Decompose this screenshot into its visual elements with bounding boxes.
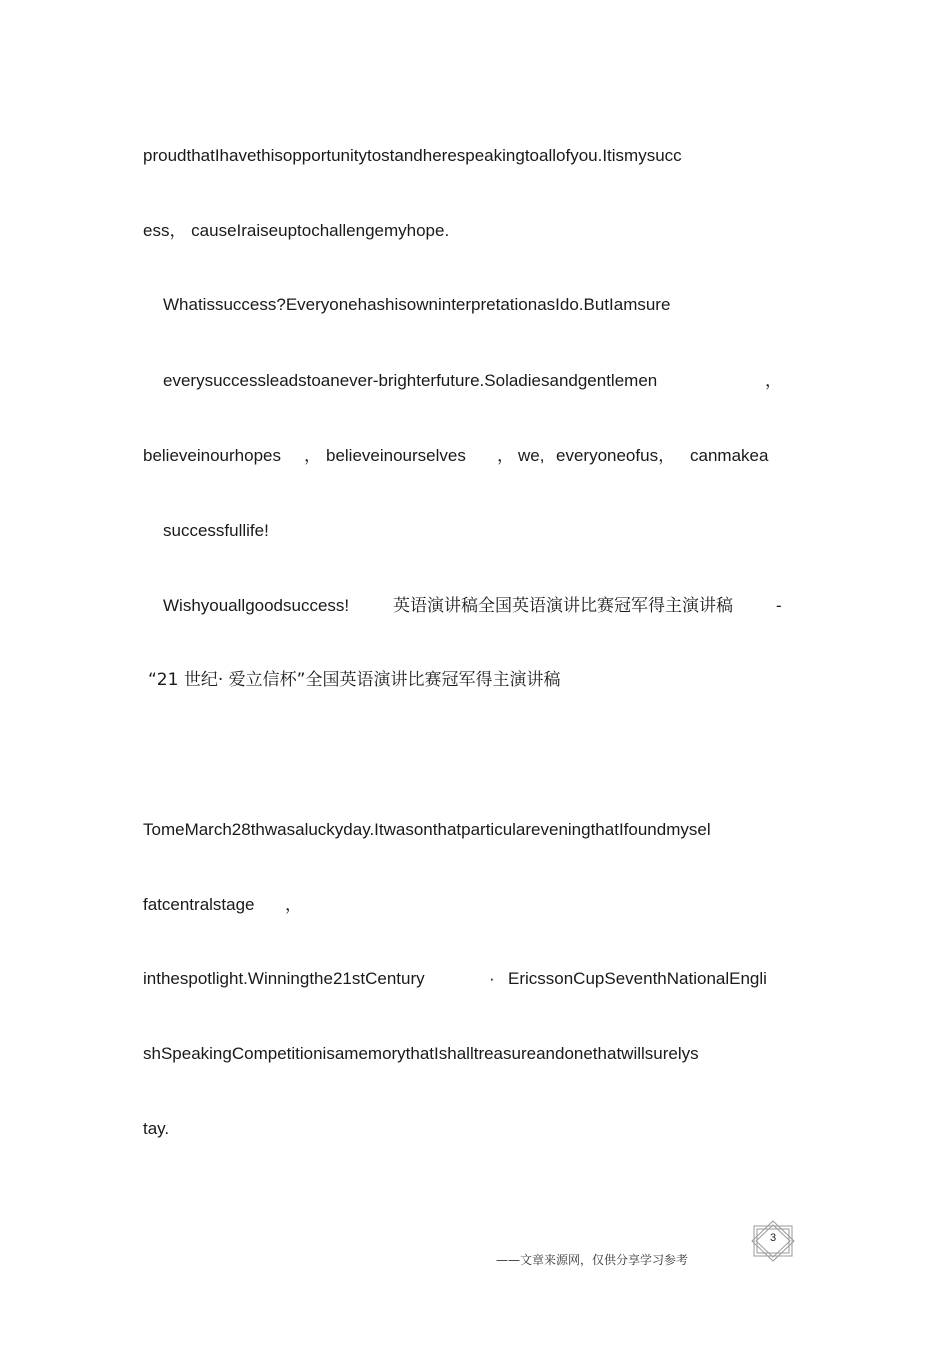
punctuation-comma: ， xyxy=(304,446,321,465)
text-segment: EricssonCupSeventhNationalEngli xyxy=(508,969,767,988)
text-segment: inthespotlight.Winningthe21stCentury xyxy=(143,969,425,988)
paragraph-line-9: TomeMarch28thwasaluckyday.ItwasonthatparticulareveningthatIfoundmysel xyxy=(143,820,711,839)
text-segment: everyoneofus， xyxy=(556,446,676,465)
punctuation-dash: - xyxy=(776,596,782,615)
page-number: 3 xyxy=(769,1232,777,1244)
punctuation-dot: · xyxy=(489,969,495,988)
text-segment: believeinourhopes xyxy=(143,446,281,465)
paragraph-line-1: proudthatIhavethisopportunitytostandherespeakingtoallofyou.Itismysucc xyxy=(143,146,682,165)
text-segment: canmakea xyxy=(690,446,769,465)
page-number-badge xyxy=(748,1220,798,1262)
paragraph-line-4: everysuccessleadstoanever-brighterfuture.Soladiesandgentlemen xyxy=(163,371,658,390)
text-segment: believeinourselves xyxy=(326,446,466,465)
paragraph-line-2: ess， causeIraiseuptochallengemyhope. xyxy=(143,221,450,240)
punctuation-comma: ， xyxy=(765,371,782,390)
text-segment: Wishyouallgoodsuccess! xyxy=(163,596,350,615)
paragraph-line-6: successfullife! xyxy=(163,521,269,540)
text-segment-chinese: 英语演讲稿全国英语演讲比赛冠军得主演讲稿 xyxy=(393,596,733,616)
article-title: “21 世纪· 爱立信杯”全国英语演讲比赛冠军得主演讲稿 xyxy=(148,670,561,690)
paragraph-line-12: shSpeakingCompetitionisamemorythatIshalltreasureandonethatwillsurelys xyxy=(143,1044,699,1063)
paragraph-line-10: fatcentralstage xyxy=(143,895,255,914)
footer-source-note: ——文章来源网，仅供分享学习参考 xyxy=(496,1253,689,1267)
punctuation-comma: ， xyxy=(285,895,302,914)
paragraph-line-13: tay. xyxy=(143,1119,170,1138)
paragraph-line-3: Whatissuccess?EveryonehashisowninterpretationasIdo.ButIamsure xyxy=(163,295,671,314)
punctuation-comma: ， xyxy=(497,446,514,465)
text-segment: we, xyxy=(518,446,545,465)
